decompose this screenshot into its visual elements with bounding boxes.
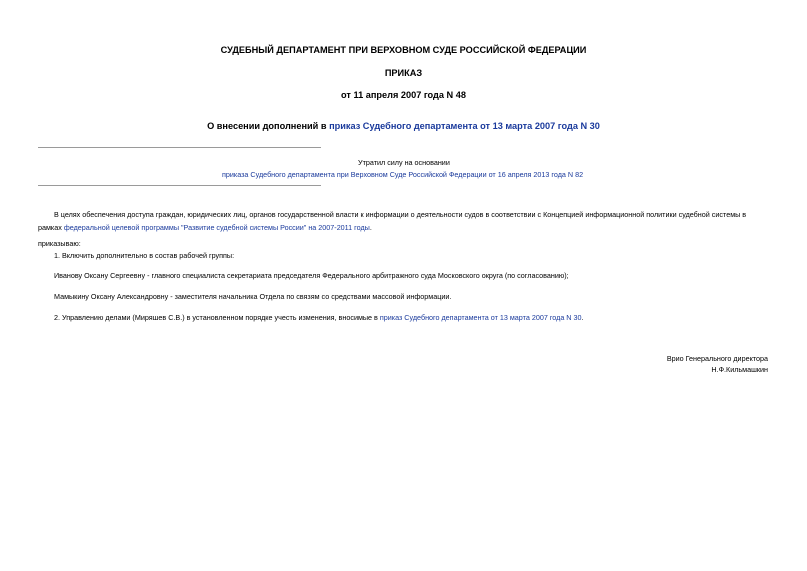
person-2: Мамыкину Оксану Александровну - заместителя начальника Отдела по связям со средствами массовой информации.	[54, 292, 452, 301]
preamble-text: В целях обеспечения доступа граждан, юридических лиц, органов государственной власти к информации о деятельности судов в соответствии с Концепцией информационной политики судебной системы в рамках	[38, 210, 747, 232]
item-2-prefix: 2. Управлению делами (Миряшев С.В.) в установленном порядке учесть изменения, вносимые в	[54, 313, 380, 322]
document-title	[0, 121, 807, 131]
signature-position: Врио Генерального директора	[666, 354, 768, 363]
preamble-end: .	[369, 223, 372, 232]
signature-name: Н.Ф.Кильмашкин	[711, 365, 768, 374]
preamble-link[interactable]: федеральной целевой программы "Развитие судебной системы России" на 2007-2011 годы	[63, 223, 370, 232]
bottom-divider	[38, 185, 321, 186]
status-note-link[interactable]: приказа Судебного департамента при Верховном Суде Российской Федерации от 16 апреля 2013 года N 82	[222, 170, 584, 179]
item-2-link[interactable]: приказ Судебного департамента от 13 марта 2007 года N 30	[379, 313, 582, 322]
top-divider	[38, 147, 321, 148]
person-1: Иванову Оксану Сергеевну - главного специалиста секретариата председателя Федерального арбитражного суда Московского округа (по согласованию);	[54, 271, 569, 280]
item-2	[54, 312, 584, 323]
title-prefix: О внесении дополнений в	[207, 121, 330, 131]
item-2-end: .	[581, 313, 584, 322]
item-1: 1. Включить дополнительно в состав рабочей группы:	[54, 251, 235, 260]
title-link[interactable]: приказ Судебного департамента от 13 марта 2007 года N 30	[329, 121, 600, 131]
status-note-text: Утратил силу на основании	[358, 158, 450, 167]
doc-type-heading: ПРИКАЗ	[384, 68, 423, 78]
order-word: приказываю:	[38, 239, 81, 248]
department-heading: СУДЕБНЫЙ ДЕПАРТАМЕНТ ПРИ ВЕРХОВНОМ СУДЕ РОССИЙСКОЙ ФЕДЕРАЦИИ	[220, 45, 587, 55]
preamble-paragraph	[38, 208, 770, 234]
date-number-heading: от 11 апреля 2007 года N 48	[341, 90, 466, 100]
